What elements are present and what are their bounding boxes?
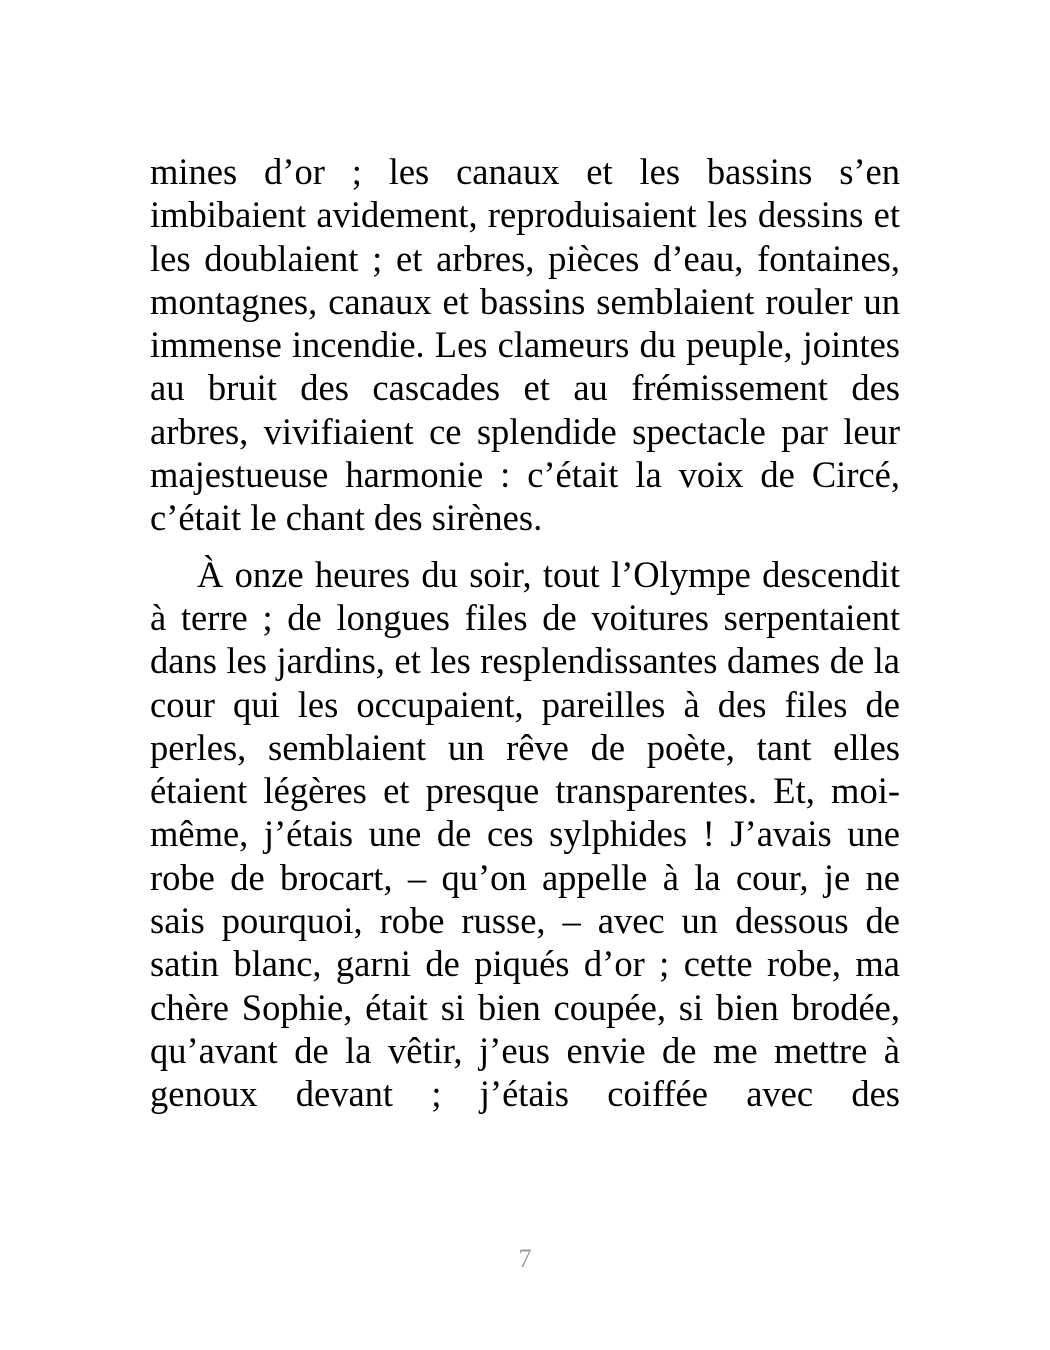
page-body: [150, 150, 900, 1116]
paragraph-1: mines d’or ; les canaux et les bassins s’en imbibaient avidement, reproduisaient les dessins et les doublaient ; et arbres, pièces d’eau, fontaines, montagnes, canaux et bassins semblaient rouler un immense incendie. Les clameurs du peuple, jointes au bruit des cascades et au frémissement des arbres, vivifiaient ce splendide spectacle par leur majestueuse harmonie : c’était la voix de Circé, c’était le chant des sirènes.: [150, 151, 900, 539]
page-number: 7: [518, 1244, 532, 1273]
paragraph-2: À onze heures du soir, tout l’Olympe descendit à terre ; de longues files de voitures serpentaient dans les jardins, et les resplendissantes dames de la cour qui les occupaient, pareilles à des files de perles, semblaient un rêve de poète, tant elles étaient légères et presque transparentes. Et, moi-même, j’étais une de ces sylphides ! J’avais une robe de brocart, – qu’on appelle à la cour, je ne sais pourquoi, robe russe, – avec un dessous de satin blanc, garni de piqués d’or ; cette robe, ma chère Sophie, était si bien coupée, si bien brodée, qu’avant de la vêtir, j’eus envie de me mettre à genoux devant ; j’étais coiffée avec des: [150, 553, 900, 1115]
